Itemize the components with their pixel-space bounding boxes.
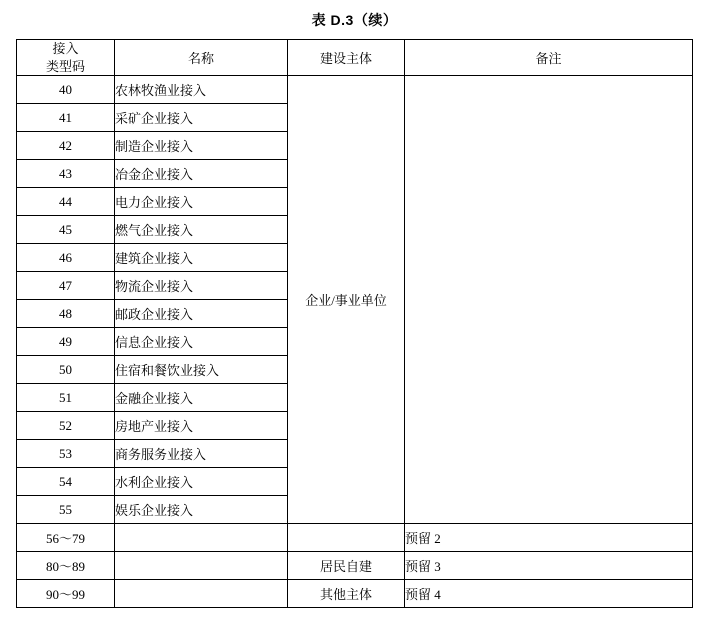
cell-code: 42 [17, 132, 115, 160]
table-caption: 表 D.3（续） [311, 12, 398, 28]
cell-name: 农林牧渔业接入 [115, 76, 288, 104]
column-header-remark: 备注 [405, 40, 693, 76]
cell-code: 80～89 [17, 552, 115, 580]
column-header-code-line2: 类型码 [45, 58, 85, 74]
access-type-code-table [16, 39, 693, 608]
cell-name: 水利企业接入 [115, 468, 288, 496]
cell-remark: 预留 4 [405, 580, 693, 608]
cell-remark: 预留 2 [405, 524, 693, 552]
cell-code: 90～99 [17, 580, 115, 608]
cell-subject: 其他主体 [288, 580, 405, 608]
cell-code: 53 [17, 440, 115, 468]
table-row [17, 552, 693, 580]
cell-name: 金融企业接入 [115, 384, 288, 412]
cell-code: 54 [17, 468, 115, 496]
cell-code: 51 [17, 384, 115, 412]
cell-code: 52 [17, 412, 115, 440]
table-row [17, 76, 693, 104]
cell-code: 49 [17, 328, 115, 356]
column-header-subject: 建设主体 [288, 40, 405, 76]
cell-name: 住宿和餐饮业接入 [115, 356, 288, 384]
table-header-row [17, 40, 693, 76]
cell-name: 制造企业接入 [115, 132, 288, 160]
cell-code: 45 [17, 216, 115, 244]
cell-name: 娱乐企业接入 [115, 496, 288, 524]
cell-name: 采矿企业接入 [115, 104, 288, 132]
column-header-access-type-code [17, 40, 115, 76]
cell-code: 48 [17, 300, 115, 328]
table-body [17, 76, 693, 608]
cell-name: 建筑企业接入 [115, 244, 288, 272]
cell-code: 50 [17, 356, 115, 384]
table-row [17, 524, 693, 552]
cell-code: 41 [17, 104, 115, 132]
cell-code: 40 [17, 76, 115, 104]
cell-code: 44 [17, 188, 115, 216]
cell-subject: 居民自建 [288, 552, 405, 580]
cell-name: 邮政企业接入 [115, 300, 288, 328]
cell-code: 43 [17, 160, 115, 188]
cell-code: 56～79 [17, 524, 115, 552]
cell-subject [288, 524, 405, 552]
cell-code: 55 [17, 496, 115, 524]
cell-code: 46 [17, 244, 115, 272]
cell-name: 冶金企业接入 [115, 160, 288, 188]
cell-name: 房地产业接入 [115, 412, 288, 440]
cell-name [115, 552, 288, 580]
column-header-code-line1: 接入 [52, 41, 79, 56]
cell-remark-merged [405, 76, 693, 524]
cell-name: 电力企业接入 [115, 188, 288, 216]
cell-code: 47 [17, 272, 115, 300]
cell-subject-merged: 企业/事业单位 [288, 76, 405, 524]
table-row [17, 580, 693, 608]
cell-name: 信息企业接入 [115, 328, 288, 356]
column-header-name: 名称 [115, 40, 288, 76]
cell-name [115, 524, 288, 552]
cell-name: 物流企业接入 [115, 272, 288, 300]
cell-name: 燃气企业接入 [115, 216, 288, 244]
cell-remark: 预留 3 [405, 552, 693, 580]
cell-name [115, 580, 288, 608]
table-header [17, 40, 693, 76]
cell-name: 商务服务业接入 [115, 440, 288, 468]
